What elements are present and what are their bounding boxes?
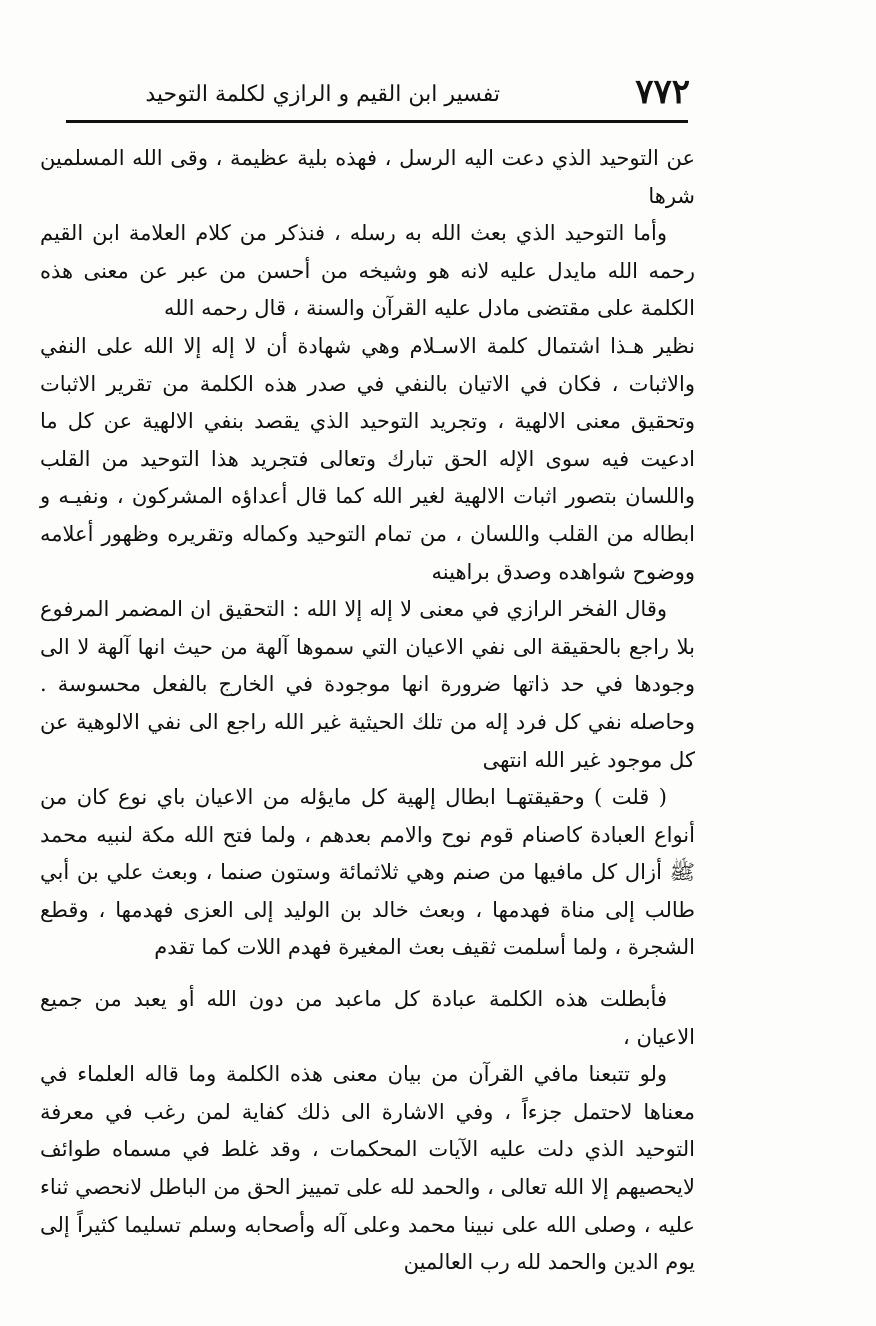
paragraph-7: ولو تتبعنا مافي القرآن من بيان معنى هذه الكلمة وما قاله العلماء في معناها لاحتمل جزءاً ، وفي الاشارة الى ذلك كفاية لمن رغب في معرفة التوحيد الذي دلت عليه الآيات المحكمات ، وقد غلط في مسماه طوائف لايحصيهم إلا الله تعالى ، والحمد لله على تمييز الحق من الباطل لانحصي ثناء عليه ، وصلى الله على نبينا محمد وعلى آله وأصحابه وسلم تسليما كثيراً إلى يوم الدين والحمد لله رب العالمين xyxy=(40,1062,695,1275)
paragraph-2: وأما التوحيد الذي بعث الله به رسله ، فنذكر من كلام العلامة ابن القيم رحمه الله مايدل عليه لانه هو وشيخه من أحسن من عبر عن معنى هذه الكلمة على مقتضى مادل عليه القرآن والسنة ، قال رحمه الله xyxy=(40,221,695,321)
paragraph-4: وقال الفخر الرازي في معنى لا إله إلا الله : التحقيق ان المضمر المرفوع بلا راجع بالحقيقة الى نفي الاعيان التي سموها آلهة من حيث انها آلهة لا الى وجودها في حد ذاتها ضرورة انها موجودة في الخارج بالفعل محسوسة . وحاصله نفي كل فرد إله من تلك الحيثية غير الله راجع الى نفي الالوهية عن كل موجود غير الله انتهى xyxy=(40,597,695,772)
paragraph-5: ( قلت ) وحقيقتهـا ابطال إلهية كل مايؤله من الاعيان باي نوع كان من أنواع العبادة كاصنام قوم نوح والامم بعدهم ، ولما فتح الله مكة لنبيه محمد ﷺ أزال كل مافيها من صنم وهي ثلاثمائة وستون صنما ، وبعث علي بن أبي طالب إلى مناة فهدمها ، وبعث خالد بن الوليد إلى العزى فهدمها ، وقطع الشجرة ، ولما أسلمت ثقيف بعث المغيرة فهدم اللات كما تقدم xyxy=(40,785,695,960)
paragraph-6: فأبطلت هذه الكلمة عبادة كل ماعبد من دون الله أو يعبد من جميع الاعيان ، xyxy=(40,987,695,1049)
header-rule xyxy=(66,120,688,123)
paragraph-1: عن التوحيد الذي دعت اليه الرسل ، فهذه بلية عظيمة ، وقى الله المسلمين شرها xyxy=(40,146,695,208)
body-text xyxy=(40,140,695,1282)
paragraph-3: نظير هـذا اشتمال كلمة الاسـلام وهي شهادة أن لا إله إلا الله على النفي والاثبات ، فكان في الاتيان بالنفي في صدر هذه الكلمة من تقرير الاثبات وتحقيق معنى الالهية ، وتجريد التوحيد الذي يقصد بنفي الالهية عن كل ما ادعيت فيه سوى الإله الحق تبارك وتعالى فتجريد هذا التوحيد من القلب واللسان بتصور اثبات الالهية لغير الله كما قال أعداؤه المشركون ، ونفيـه و ابطاله من القلب واللسان ، من تمام التوحيد وكماله وتقريره وظهور أعلامه ووضوح شواهده وصدق براهينه xyxy=(40,333,695,584)
page-number: ٧٧٢ xyxy=(635,72,690,112)
page-header xyxy=(70,70,690,120)
running-title: تفسير ابن القيم و الرازي لكلمة التوحيد xyxy=(145,82,500,107)
